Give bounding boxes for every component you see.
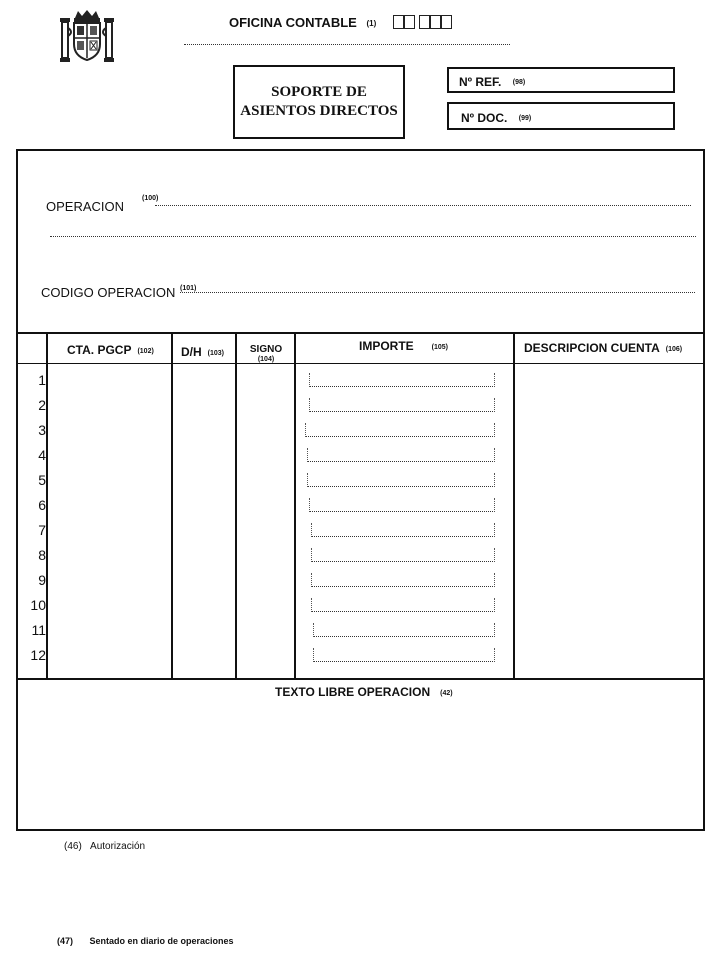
codigo-operacion-line[interactable] [180, 292, 695, 293]
row-number: 11 [31, 622, 46, 638]
importe-field[interactable] [311, 598, 495, 612]
row-number: 2 [38, 397, 46, 413]
column-header-label: IMPORTE [359, 339, 414, 353]
row-number: 1 [38, 372, 46, 388]
oficina-box[interactable] [441, 15, 452, 29]
autorizacion-footer [64, 841, 145, 852]
row-number: 4 [38, 447, 46, 463]
operacion-line-1[interactable] [155, 205, 691, 206]
importe-field[interactable] [311, 523, 495, 537]
ref-field[interactable] [447, 67, 675, 93]
importe-field[interactable] [307, 473, 495, 487]
col-rule-signo [294, 332, 296, 679]
sentado-label: Sentado en diario de operaciones [89, 936, 234, 946]
form-frame [16, 149, 705, 831]
doc-field[interactable] [447, 102, 675, 130]
importe-field[interactable] [305, 423, 495, 437]
importe-field[interactable] [307, 448, 495, 462]
ref-code: (98) [512, 79, 526, 86]
column-header-dh [181, 345, 224, 359]
operacion-code: (100) [142, 195, 159, 202]
column-header-label: SIGNO [249, 344, 283, 355]
sentado-footer [57, 936, 234, 946]
row-number: 9 [38, 572, 46, 588]
column-header-label: DESCRIPCION CUENTA [524, 341, 660, 355]
texto-libre-label [275, 685, 453, 699]
ref-label: Nº REF. [459, 75, 502, 89]
col-rule-importe [513, 332, 515, 679]
operacion-label: OPERACION [46, 199, 125, 214]
column-header-code: (103) [207, 350, 225, 357]
doc-label: Nº DOC. [461, 111, 508, 125]
row-number: 3 [38, 422, 46, 438]
codigo-operacion-code: (101) [180, 285, 197, 292]
column-header-label: D/H [181, 345, 202, 359]
autorizacion-num: (46) [64, 841, 82, 852]
table-top-rule [16, 332, 705, 334]
autorizacion-label: Autorización [90, 841, 146, 852]
texto-libre-code: (42) [440, 690, 453, 697]
sentado-num: (47) [57, 936, 74, 946]
row-number: 12 [30, 647, 46, 663]
oficina-box[interactable] [393, 15, 404, 29]
table-bottom-rule [16, 678, 705, 680]
operacion-line-2[interactable] [50, 236, 696, 237]
title-line-2: ASIENTOS DIRECTOS [240, 103, 398, 119]
oficina-contable-text: OFICINA CONTABLE [229, 15, 357, 30]
row-number: 5 [38, 472, 46, 488]
oficina-box[interactable] [404, 15, 415, 29]
importe-field[interactable] [313, 623, 495, 637]
codigo-operacion-label: CODIGO OPERACION [41, 285, 176, 300]
col-rule-cta [171, 332, 173, 679]
oficina-contable-label [229, 15, 376, 30]
title-line-1: SOPORTE DE [271, 84, 367, 100]
column-header-importe [359, 339, 448, 353]
column-header-code: (106) [665, 346, 683, 353]
oficina-box[interactable] [430, 15, 441, 29]
document-title [233, 65, 405, 139]
importe-field[interactable] [311, 573, 495, 587]
oficina-box[interactable] [419, 15, 430, 29]
row-number: 6 [38, 497, 46, 513]
col-rule-num [46, 332, 48, 679]
row-number: 8 [38, 547, 46, 563]
row-number: 10 [30, 597, 46, 613]
oficina-contable-line[interactable] [184, 44, 510, 45]
doc-code: (99) [518, 115, 532, 122]
col-rule-dh [235, 332, 237, 679]
column-header-code: (102) [137, 348, 154, 355]
coat-of-arms-icon [58, 8, 116, 66]
oficina-contable-boxes[interactable] [393, 15, 452, 30]
importe-field[interactable] [309, 498, 495, 512]
oficina-contable-code: (1) [366, 19, 377, 29]
column-header-label: CTA. PGCP [67, 343, 132, 357]
column-header-code: (104) [257, 356, 275, 363]
column-header-code: (105) [431, 344, 449, 351]
table-header-rule [16, 363, 705, 364]
row-number: 7 [38, 522, 46, 538]
importe-field[interactable] [311, 548, 495, 562]
importe-field[interactable] [313, 648, 495, 662]
column-header-descripcion [524, 341, 682, 355]
importe-field[interactable] [309, 398, 495, 412]
column-header-signo [247, 345, 285, 365]
texto-libre-text: TEXTO LIBRE OPERACION [275, 685, 431, 699]
importe-field[interactable] [309, 373, 495, 387]
column-header-cta-pgcp [67, 343, 154, 357]
